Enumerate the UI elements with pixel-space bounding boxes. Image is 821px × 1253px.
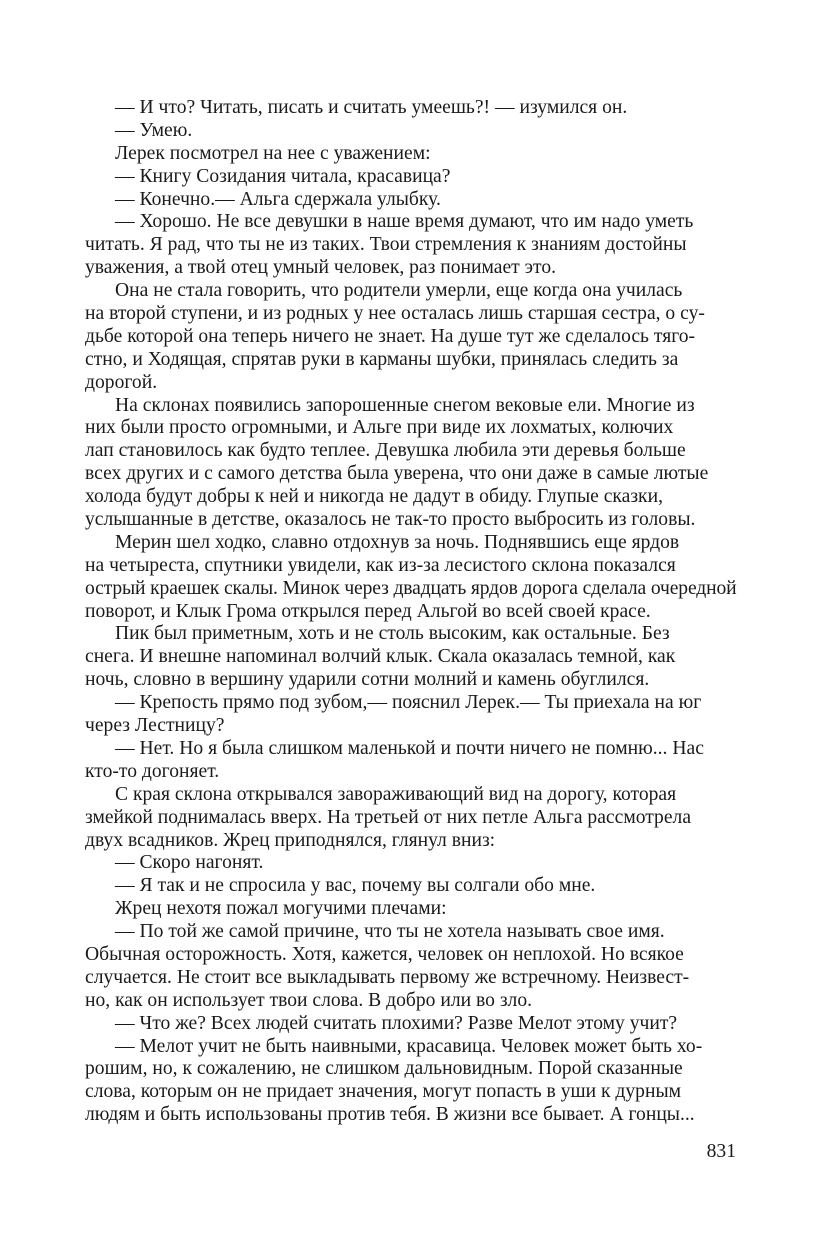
text-line: Она не стала говорить, что родители умерли, еще когда она училась [115, 280, 683, 302]
text-line: — Хорошо. Не все девушки в наше время думают, что им надо уметь [115, 211, 694, 233]
body-text [85, 97, 737, 1127]
text-line: всех других и с самого детства была уверена, что они даже в самые лютые [85, 463, 709, 485]
text-line: Жрец нехотя пожал могучими плечами: [115, 898, 447, 920]
text-line: холода будут добры к ней и никогда не дадут в обиду. Глупые сказки, [85, 486, 663, 508]
text-line: — Я так и не спросила у вас, почему вы солгали обо мне. [115, 875, 596, 897]
text-line: дьбе которой она теперь ничего не знает. На душе тут же сделалось тяго- [85, 325, 696, 347]
text-line: — Скоро нагонят. [115, 852, 264, 874]
text-line: С края склона открывался завораживающий вид на дорогу, которая [115, 783, 677, 805]
text-line: стно, и Ходящая, спрятав руки в карманы шубки, принялась следить за [85, 348, 679, 370]
text-line: — Книгу Созидания читала, красавица? [115, 165, 451, 187]
text-line: слова, которым он не придает значения, могут попасть в уши к дурным [85, 1081, 682, 1103]
text-line: лап становилось как будто теплее. Девушка любила эти деревья больше [85, 440, 686, 462]
text-line: снега. И внешне напоминал волчий клык. Скала оказалась темной, как [85, 646, 676, 668]
text-line: — Умею. [115, 119, 193, 141]
text-line: уважения, а твой отец умный человек, раз понимает это. [85, 257, 557, 279]
text-line: читать. Я рад, что ты не из таких. Твои стремления к знаниям достойны [85, 234, 687, 256]
text-line: кто-то догоняет. [85, 760, 220, 782]
text-line: случается. Не стоит все выкладывать первому же встречному. Неизвест- [85, 966, 690, 988]
text-line: на четыреста, спутники увидели, как из-за лесистого склона показался [85, 554, 676, 576]
text-line: Обычная осторожность. Хотя, кажется, человек он неплохой. Но всякое [85, 943, 684, 965]
page-number: 831 [706, 1141, 736, 1162]
text-line: на второй ступени, и из родных у нее осталась лишь старшая сестра, о су- [85, 303, 705, 325]
text-line: дорогой. [85, 371, 158, 393]
text-line: Лерек посмотрел на нее с уважением: [115, 142, 431, 164]
text-line: — Нет. Но я была слишком маленькой и почти ничего не помню... Нас [115, 737, 704, 759]
text-line: — И что? Читать, писать и считать умеешь?! — изумился он. [115, 97, 628, 118]
text-line: услышанные в детстве, оказалось не так-то просто выбросить из головы. [85, 509, 696, 531]
text-line: двух всадников. Жрец приподнялся, глянул вниз: [85, 829, 496, 851]
text-line: Пик был приметным, хоть и не столь высоким, как остальные. Без [115, 623, 670, 645]
text-line: — По той же самой причине, что ты не хотела называть свое имя. [115, 921, 665, 943]
text-line: людям и быть использованы против тебя. В жизни все бывает. А гонцы... [85, 1104, 695, 1126]
text-line: Мерин шел ходко, славно отдохнув за ночь. Поднявшись еще ярдов [115, 531, 680, 553]
text-line: На склонах появились запорошенные снегом вековые ели. Многие из [115, 394, 695, 416]
text-line: но, как он использует твои слова. В добро или во зло. [85, 989, 533, 1011]
text-line: них были просто огромными, и Альге при виде их лохматых, колючих [85, 417, 674, 439]
text-line: поворот, и Клык Грома открылся перед Альгой во всей своей красе. [85, 600, 651, 622]
text-line: змейкой поднималась вверх. На третьей от них петле Альга рассмотрела [85, 806, 692, 828]
text-line: через Лестницу? [85, 715, 225, 737]
text-line: рошим, но, к сожалению, не слишком дальновидным. Порой сказанные [85, 1058, 683, 1080]
text-line: — Мелот учит не быть наивными, красавица. Человек может быть хо- [115, 1035, 703, 1057]
text-line: — Что же? Всех людей считать плохими? Разве Мелот этому учит? [115, 1012, 678, 1034]
text-line: — Конечно.— Альга сдержала улыбку. [115, 188, 441, 210]
text-line: острый краешек скалы. Минок через двадцать ярдов дорога сделала очередной [85, 577, 737, 599]
text-line: — Крепость прямо под зубом,— пояснил Лерек.— Ты приехала на юг [115, 692, 702, 714]
text-line: ночь, словно в вершину ударили сотни молний и камень обуглился. [85, 669, 650, 691]
